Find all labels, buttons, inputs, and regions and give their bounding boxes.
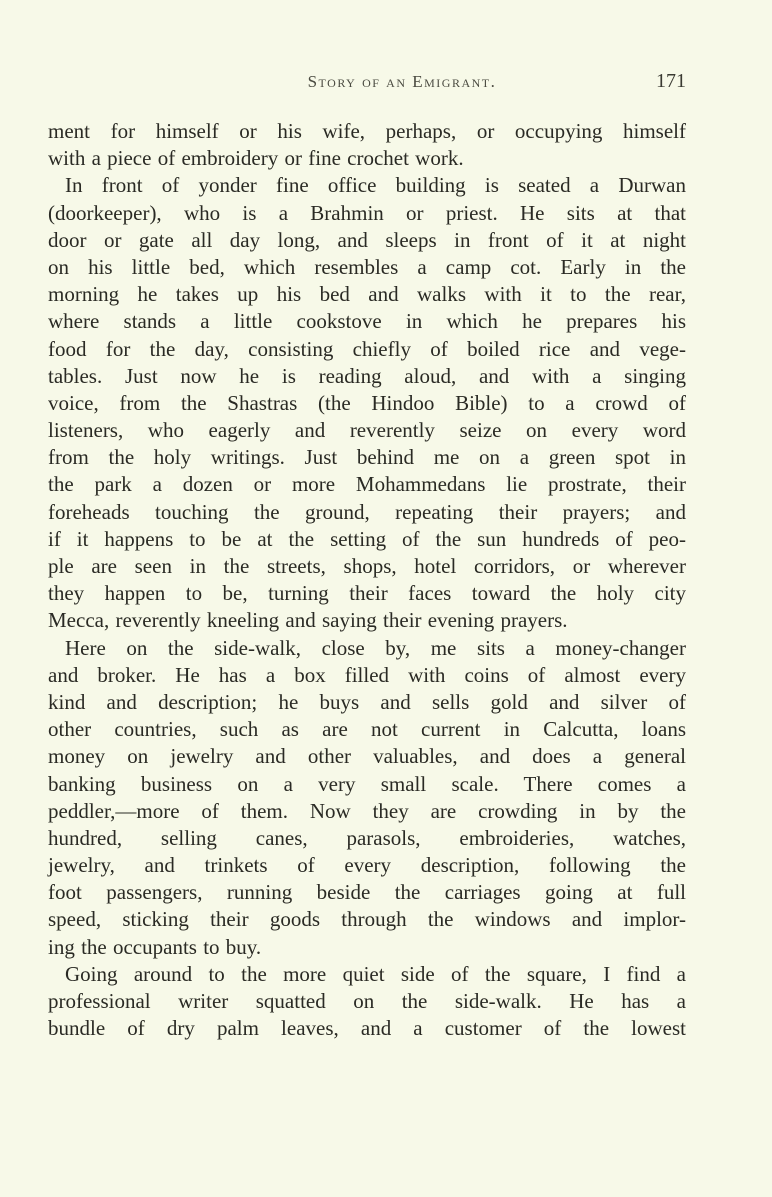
text-line: on his little bed, which resembles a camp cot. Early in the xyxy=(48,254,686,279)
text-line: bundle of dry palm leaves, and a customer of the lowest xyxy=(48,1016,686,1041)
running-title: Story of an Emigrant. xyxy=(307,72,497,91)
text-line: professional writer squatted on the side-walk. He has a xyxy=(48,989,686,1013)
text-line: Going around to the more quiet side of the square, I find a xyxy=(65,961,686,986)
text-line: ple are seen in the streets, shops, hotel corridors, or wherever xyxy=(48,554,686,578)
text-line: food for the day, consisting chiefly of boiled rice and vege- xyxy=(48,336,686,361)
text-line: foreheads touching the ground, repeating their prayers; and xyxy=(48,499,686,524)
text-line: peddler,—more of them. Now they are crowding in by the xyxy=(48,798,686,823)
text-line: jewelry, and trinkets of every description, following the xyxy=(48,853,686,878)
text-line: (doorkeeper), who is a Brahmin or priest. He sits at that xyxy=(48,200,686,225)
text-line: they happen to be, turning their faces toward the holy city xyxy=(48,581,686,606)
text-line: tables. Just now he is reading aloud, and with a singing xyxy=(48,363,686,388)
text-line: morning he takes up his bed and walks with it to the rear, xyxy=(48,282,686,307)
text-line: if it happens to be at the setting of the sun hundreds of peo- xyxy=(48,526,686,551)
text-line: banking business on a very small scale. There comes a xyxy=(48,771,686,796)
text-line: listeners, who eagerly and reverently seize on every word xyxy=(48,418,686,443)
text-line: In front of yonder fine office building is seated a Durwan xyxy=(65,173,686,198)
page-number: 171 xyxy=(656,70,686,92)
text-line: Here on the side-walk, close by, me sits a money-changer xyxy=(65,635,686,660)
text-line: door or gate all day long, and sleeps in front of it at night xyxy=(48,227,686,252)
text-line: from the holy writings. Just behind me on a green spot in xyxy=(48,445,686,470)
text-line: where stands a little cookstove in which he prepares his xyxy=(48,309,686,334)
text-line: kind and description; he buys and sells gold and silver of xyxy=(48,689,686,714)
body-text xyxy=(48,118,686,1042)
text-line: voice, from the Shastras (the Hindoo Bible) to a crowd of xyxy=(48,390,686,415)
text-line: other countries, such as are not current in Calcutta, loans xyxy=(48,717,686,742)
text-line: speed, sticking their goods through the windows and implor- xyxy=(48,907,686,932)
text-line: with a piece of embroidery or fine crochet work. xyxy=(48,146,464,171)
text-line: foot passengers, running beside the carriages going at full xyxy=(48,880,686,905)
text-line: and broker. He has a box filled with coins of almost every xyxy=(48,662,686,687)
running-head xyxy=(48,72,686,100)
text-line: the park a dozen or more Mohammedans lie prostrate, their xyxy=(48,472,686,497)
text-line: money on jewelry and other valuables, and does a general xyxy=(48,744,686,769)
text-line: Mecca, reverently kneeling and saying their evening prayers. xyxy=(48,608,568,633)
text-line: hundred, selling canes, parasols, embroideries, watches, xyxy=(48,825,686,850)
text-line: ment for himself or his wife, perhaps, or occupying himself xyxy=(48,119,686,143)
text-line: ing the occupants to buy. xyxy=(48,934,262,959)
